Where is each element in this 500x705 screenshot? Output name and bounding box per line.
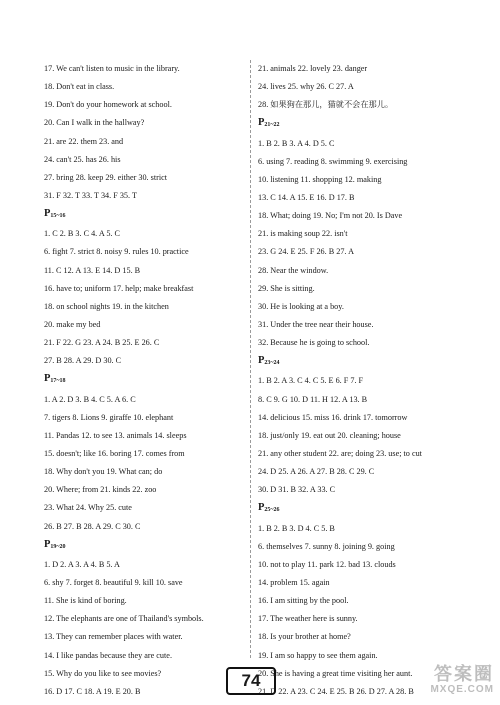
answer-line: 1. A 2. D 3. B 4. C 5. A 6. C: [44, 394, 136, 404]
answer-line: 18. just/only 19. eat out 20. cleaning; house: [258, 430, 401, 440]
answer-line: 23. G 24. E 25. F 26. B 27. A: [258, 247, 354, 257]
section-range: 21~22: [264, 122, 280, 129]
watermark-logo: [410, 664, 494, 698]
answer-line: 10. listening 11. shopping 12. making: [258, 174, 382, 184]
answer-line: 11. Pandas 12. to see 13. animals 14. sleeps: [44, 430, 187, 440]
answer-line: 21. F 22. G 23. A 24. B 25. E 26. C: [44, 338, 160, 348]
answer-line: 29. She is sitting.: [258, 283, 315, 293]
answer-line: 13. They can remember places with water.: [44, 632, 183, 642]
answer-line: 12. The elephants are one of Thailand's symbols.: [44, 614, 204, 624]
answer-line: 14. delicious 15. miss 16. drink 17. tomorrow: [258, 412, 408, 422]
answer-line: 19. Don't do your homework at school.: [44, 100, 172, 110]
answer-line: 21. D 22. A 23. C 24. E 25. B 26. D 27. A 28. B: [258, 686, 414, 696]
answer-line: 13. C 14. A 15. E 16. D 17. B: [258, 192, 355, 202]
answer-line: 30. D 31. B 32. A 33. C: [258, 485, 336, 495]
watermark-logo-text: 答案圈: [434, 664, 494, 684]
answer-line: 7. tigers 8. Lions 9. giraffe 10. elephant: [44, 412, 174, 422]
section-page-range: [44, 540, 244, 552]
answer-line: 14. I like pandas because they are cute.: [44, 650, 172, 660]
answer-line: 24. lives 25. why 26. C 27. A: [258, 82, 354, 92]
section-label: P: [258, 355, 265, 367]
answer-line: 21. animals 22. lovely 23. danger: [258, 64, 368, 73]
answer-line: 18. Is your brother at home?: [258, 632, 351, 642]
section-label: P: [44, 538, 51, 550]
answer-line: 1. B 2. B 3. A 4. D 5. C: [258, 138, 335, 148]
section-page-range: [258, 356, 488, 368]
answer-line: 18. Why don't you 19. What can; do: [44, 467, 163, 477]
answer-line: 20. Can I walk in the hallway?: [44, 118, 145, 128]
answer-line: 21. is making soup 22. isn't: [258, 229, 348, 239]
answer-line: 8. C 9. G 10. D 11. H 12. A 13. B: [258, 394, 368, 404]
section-page-range: [258, 118, 488, 130]
answer-line: 31. F 32. T 33. T 34. F 35. T: [44, 190, 137, 200]
answer-line: 28. 如果狗在那儿，猫就不会在那儿。: [258, 100, 394, 110]
answer-line: 18. What; doing 19. No; I'm not 20. Is Dave: [258, 211, 403, 221]
answer-line: 19. I am so happy to see them again.: [258, 650, 378, 660]
answer-line: 20. Where; from 21. kinds 22. zoo: [44, 485, 157, 495]
answer-line: 21. are 22. them 23. and: [44, 136, 124, 146]
page-number: 74: [226, 667, 276, 695]
answer-line: 15. doesn't; like 16. boring 17. comes from: [44, 448, 185, 458]
answer-line: 16. I am sitting by the pool.: [258, 596, 349, 606]
section-range: 15~16: [50, 213, 66, 220]
answer-line: 6. themselves 7. sunny 8. joining 9. going: [258, 541, 395, 551]
answer-line: 27. B 28. A 29. D 30. C: [44, 356, 122, 366]
watermark-url: MXQE.COM: [430, 684, 494, 695]
answer-line: 1. B 2. B 3. D 4. C 5. B: [258, 523, 335, 533]
section-label: P: [258, 117, 265, 129]
answer-line: 1. B 2. A 3. C 4. C 5. E 6. F 7. F: [258, 376, 364, 386]
column-divider: [250, 60, 251, 658]
answer-line: 21. any other student 22. are; doing 23. use; to cut: [258, 448, 422, 458]
answer-line: 32. Because he is going to school.: [258, 338, 370, 348]
answer-line: 27. bring 28. keep 29. either 30. strict: [44, 172, 168, 182]
answer-line: 28. Near the window.: [258, 265, 329, 275]
answer-line: 18. on school nights 19. in the kitchen: [44, 301, 169, 311]
answer-line: 11. She is kind of boring.: [44, 596, 127, 606]
answer-line: 6. using 7. reading 8. swimming 9. exercising: [258, 156, 408, 166]
answer-line: 24. D 25. A 26. A 27. B 28. C 29. C: [258, 467, 375, 477]
answer-line: 31. Under the tree near their house.: [258, 319, 374, 329]
answer-line: 10. not to play 11. park 12. bad 13. clouds: [258, 559, 396, 569]
section-label: P: [258, 502, 265, 514]
section-range: 17~18: [50, 378, 66, 385]
section-page-range: [258, 503, 488, 515]
answer-column-right: [258, 64, 488, 705]
section-range: 23~24: [264, 360, 280, 367]
answer-line: 26. B 27. B 28. A 29. C 30. C: [44, 521, 141, 531]
answer-line: 17. We can't listen to music in the library.: [44, 64, 180, 73]
section-page-range: [44, 374, 244, 386]
answer-line: 1. C 2. B 3. C 4. A 5. C: [44, 229, 120, 239]
answer-line: 18. Don't eat in class.: [44, 82, 115, 92]
answer-line: 6. shy 7. forget 8. beautiful 9. kill 10. save: [44, 577, 183, 587]
answer-line: 15. Why do you like to see movies?: [44, 668, 162, 678]
answer-line: 17. The weather here is sunny.: [258, 614, 358, 624]
section-label: P: [44, 373, 51, 385]
answer-line: 11. C 12. A 13. E 14. D 15. B: [44, 265, 141, 275]
answer-line: 1. D 2. A 3. A 4. B 5. A: [44, 559, 120, 569]
answer-line: 6. fight 7. strict 8. noisy 9. rules 10. practice: [44, 247, 189, 257]
answer-line: 20. make my bed: [44, 319, 101, 329]
answer-line: 16. D 17. C 18. A 19. E 20. B: [44, 686, 141, 696]
answer-line: 30. He is looking at a boy.: [258, 301, 344, 311]
answer-column-left: [44, 64, 244, 705]
section-label: P: [44, 208, 51, 220]
answer-line: 20. She is having a great time visiting her aunt.: [258, 668, 413, 678]
section-range: 19~20: [50, 543, 66, 550]
answer-line: 24. can't 25. has 26. his: [44, 154, 121, 164]
answer-line: 23. What 24. Why 25. cute: [44, 503, 132, 513]
section-page-range: [44, 209, 244, 221]
answer-line: 16. have to; uniform 17. help; make breakfast: [44, 283, 194, 293]
section-range: 25~26: [264, 507, 280, 514]
answer-line: 14. problem 15. again: [258, 577, 330, 587]
